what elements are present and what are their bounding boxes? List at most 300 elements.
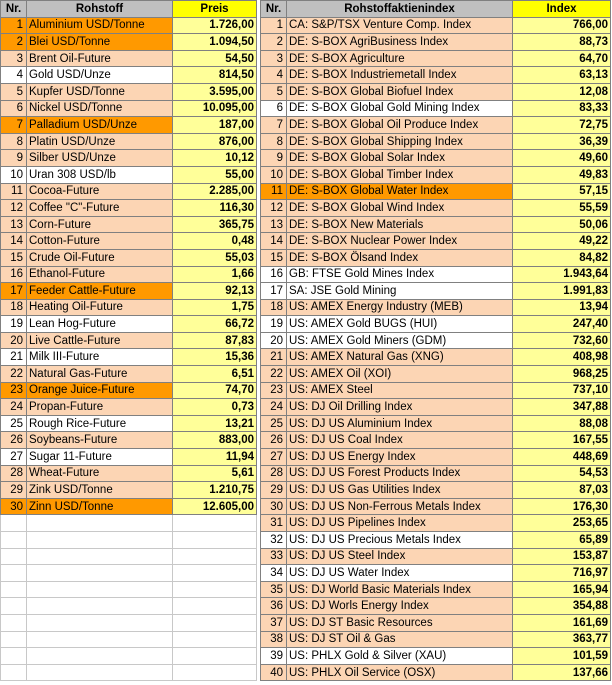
empty-cell[interactable] — [1, 532, 27, 549]
value-cell[interactable]: 12.605,00 — [173, 498, 257, 515]
value-cell[interactable]: 49,60 — [513, 150, 611, 167]
name-cell[interactable]: US: AMEX Energy Industry (MEB) — [287, 299, 513, 316]
empty-cell[interactable] — [1, 648, 27, 665]
value-cell[interactable]: 6,51 — [173, 366, 257, 383]
table-row — [261, 366, 611, 383]
empty-cell[interactable] — [1, 598, 27, 615]
value-cell[interactable]: 1,66 — [173, 266, 257, 283]
value-cell[interactable]: 36,39 — [513, 133, 611, 150]
table-row — [1, 150, 257, 167]
name-cell[interactable]: US: DJ US Non-Ferrous Metals Index — [287, 498, 513, 515]
name-cell[interactable]: Wheat-Future — [27, 465, 173, 482]
empty-cell[interactable] — [27, 648, 173, 665]
name-cell[interactable]: Soybeans-Future — [27, 432, 173, 449]
name-cell[interactable]: Milk III-Future — [27, 349, 173, 366]
value-cell[interactable]: 2.285,00 — [173, 183, 257, 200]
value-cell[interactable]: 15,36 — [173, 349, 257, 366]
empty-cell[interactable] — [27, 515, 173, 532]
row-number-cell[interactable]: 30 — [261, 498, 287, 515]
name-cell[interactable]: GB: FTSE Gold Mines Index — [287, 266, 513, 283]
name-cell[interactable]: Gold USD/Unze — [27, 67, 173, 84]
name-cell[interactable]: DE: S-BOX Global Solar Index — [287, 150, 513, 167]
name-cell[interactable]: Blei USD/Tonne — [27, 34, 173, 51]
row-number-cell[interactable]: 5 — [1, 83, 27, 100]
value-cell[interactable]: 49,22 — [513, 233, 611, 250]
header-row — [1, 1, 257, 18]
row-number-cell[interactable]: 13 — [1, 216, 27, 233]
value-cell[interactable]: 55,59 — [513, 200, 611, 217]
row-number-cell[interactable]: 6 — [1, 100, 27, 117]
name-cell[interactable]: US: AMEX Natural Gas (XNG) — [287, 349, 513, 366]
row-number-cell[interactable]: 9 — [261, 150, 287, 167]
table-row — [1, 349, 257, 366]
value-cell[interactable]: 74,70 — [173, 382, 257, 399]
name-cell[interactable]: Corn-Future — [27, 216, 173, 233]
table-row — [1, 200, 257, 217]
name-cell[interactable]: US: AMEX Gold Miners (GDM) — [287, 332, 513, 349]
row-number-cell[interactable]: 6 — [261, 100, 287, 117]
empty-cell[interactable] — [173, 581, 257, 598]
value-cell[interactable]: 55,03 — [173, 249, 257, 266]
row-number-cell[interactable]: 35 — [261, 581, 287, 598]
table-row — [1, 332, 257, 349]
value-cell[interactable]: 12,08 — [513, 83, 611, 100]
value-cell[interactable]: 187,00 — [173, 117, 257, 134]
value-cell[interactable]: 968,25 — [513, 366, 611, 383]
table-row — [1, 399, 257, 416]
row-number-cell[interactable]: 19 — [1, 316, 27, 333]
empty-cell[interactable] — [27, 532, 173, 549]
name-cell[interactable]: US: DJ US Gas Utilities Index — [287, 482, 513, 499]
empty-cell[interactable] — [173, 664, 257, 681]
row-number-cell[interactable]: 27 — [1, 449, 27, 466]
value-cell[interactable]: 176,30 — [513, 498, 611, 515]
table-row — [261, 17, 611, 34]
name-cell[interactable]: US: DJ World Basic Materials Index — [287, 581, 513, 598]
value-cell[interactable]: 814,50 — [173, 67, 257, 84]
row-number-cell[interactable]: 38 — [261, 631, 287, 648]
row-number-cell[interactable]: 1 — [261, 17, 287, 34]
name-cell[interactable]: DE: S-BOX Global Biofuel Index — [287, 83, 513, 100]
table-row — [261, 133, 611, 150]
header-nr[interactable]: Nr. — [261, 1, 287, 18]
empty-cell[interactable] — [173, 548, 257, 565]
value-cell[interactable]: 1,75 — [173, 299, 257, 316]
table-row — [1, 299, 257, 316]
row-number-cell[interactable]: 4 — [261, 67, 287, 84]
name-cell[interactable]: Uran 308 USD/lb — [27, 166, 173, 183]
row-number-cell[interactable]: 24 — [1, 399, 27, 416]
name-cell[interactable]: Propan-Future — [27, 399, 173, 416]
name-cell[interactable]: DE: S-BOX Global Timber Index — [287, 166, 513, 183]
rohstoffaktienindex-table — [260, 0, 611, 681]
name-cell[interactable]: CA: S&P/TSX Venture Comp. Index — [287, 17, 513, 34]
empty-row — [1, 548, 257, 565]
row-number-cell[interactable]: 2 — [261, 34, 287, 51]
row-number-cell[interactable]: 29 — [1, 482, 27, 499]
name-cell[interactable]: DE: S-BOX Global Oil Produce Index — [287, 117, 513, 134]
row-number-cell[interactable]: 25 — [261, 415, 287, 432]
row-number-cell[interactable]: 22 — [1, 366, 27, 383]
table-row — [1, 366, 257, 383]
row-number-cell[interactable]: 3 — [261, 50, 287, 67]
value-cell[interactable]: 137,66 — [513, 664, 611, 681]
empty-cell[interactable] — [27, 664, 173, 681]
value-cell[interactable]: 1.726,00 — [173, 17, 257, 34]
value-cell[interactable]: 101,59 — [513, 648, 611, 665]
name-cell[interactable]: Cotton-Future — [27, 233, 173, 250]
row-number-cell[interactable]: 27 — [261, 449, 287, 466]
value-cell[interactable]: 63,13 — [513, 67, 611, 84]
empty-cell[interactable] — [173, 565, 257, 582]
value-cell[interactable]: 13,94 — [513, 299, 611, 316]
empty-cell[interactable] — [27, 631, 173, 648]
name-cell[interactable]: Heating Oil-Future — [27, 299, 173, 316]
name-cell[interactable]: Cocoa-Future — [27, 183, 173, 200]
value-cell[interactable]: 883,00 — [173, 432, 257, 449]
table-row — [1, 249, 257, 266]
row-number-cell[interactable]: 26 — [1, 432, 27, 449]
row-number-cell[interactable]: 14 — [1, 233, 27, 250]
name-cell[interactable]: DE: S-BOX Global Gold Mining Index — [287, 100, 513, 117]
value-cell[interactable]: 49,83 — [513, 166, 611, 183]
empty-row — [1, 614, 257, 631]
empty-cell[interactable] — [27, 598, 173, 615]
table-row — [1, 283, 257, 300]
name-cell[interactable]: US: AMEX Gold BUGS (HUI) — [287, 316, 513, 333]
name-cell[interactable]: Orange Juice-Future — [27, 382, 173, 399]
value-cell[interactable]: 0,73 — [173, 399, 257, 416]
row-number-cell[interactable]: 2 — [1, 34, 27, 51]
value-cell[interactable]: 1.210,75 — [173, 482, 257, 499]
value-cell[interactable]: 55,00 — [173, 166, 257, 183]
table-row — [261, 449, 611, 466]
row-number-cell[interactable]: 11 — [1, 183, 27, 200]
value-cell[interactable]: 88,73 — [513, 34, 611, 51]
name-cell[interactable]: DE: S-BOX Global Shipping Index — [287, 133, 513, 150]
name-cell[interactable]: US: DJ ST Oil & Gas — [287, 631, 513, 648]
name-cell[interactable]: US: DJ US Precious Metals Index — [287, 532, 513, 549]
empty-cell[interactable] — [1, 614, 27, 631]
row-number-cell[interactable]: 40 — [261, 664, 287, 681]
value-cell[interactable]: 10,12 — [173, 150, 257, 167]
row-number-cell[interactable]: 33 — [261, 548, 287, 565]
value-cell[interactable]: 1.094,50 — [173, 34, 257, 51]
row-number-cell[interactable]: 36 — [261, 598, 287, 615]
value-cell[interactable]: 13,21 — [173, 415, 257, 432]
value-cell[interactable]: 161,69 — [513, 614, 611, 631]
empty-row — [1, 598, 257, 615]
empty-cell[interactable] — [27, 565, 173, 582]
name-cell[interactable]: Platin USD/Unze — [27, 133, 173, 150]
row-number-cell[interactable]: 25 — [1, 415, 27, 432]
row-number-cell[interactable]: 14 — [261, 233, 287, 250]
value-cell[interactable]: 737,10 — [513, 382, 611, 399]
row-number-cell[interactable]: 7 — [1, 117, 27, 134]
row-number-cell[interactable]: 22 — [261, 366, 287, 383]
name-cell[interactable]: US: PHLX Gold & Silver (XAU) — [287, 648, 513, 665]
value-cell[interactable]: 66,72 — [173, 316, 257, 333]
value-cell[interactable]: 165,94 — [513, 581, 611, 598]
row-number-cell[interactable]: 31 — [261, 515, 287, 532]
name-cell[interactable]: US: DJ US Steel Index — [287, 548, 513, 565]
value-cell[interactable]: 88,08 — [513, 415, 611, 432]
table-row — [261, 548, 611, 565]
table-row — [261, 299, 611, 316]
name-cell[interactable]: US: DJ Worls Energy Index — [287, 598, 513, 615]
name-cell[interactable]: Lean Hog-Future — [27, 316, 173, 333]
table-row — [261, 614, 611, 631]
table-row — [261, 349, 611, 366]
row-number-cell[interactable]: 30 — [1, 498, 27, 515]
value-cell[interactable]: 0,48 — [173, 233, 257, 250]
name-cell[interactable]: DE: S-BOX New Materials — [287, 216, 513, 233]
name-cell[interactable]: DE: S-BOX Agriculture — [287, 50, 513, 67]
row-number-cell[interactable]: 23 — [261, 382, 287, 399]
name-cell[interactable]: DE: S-BOX AgriBusiness Index — [287, 34, 513, 51]
row-number-cell[interactable]: 37 — [261, 614, 287, 631]
value-cell[interactable]: 716,97 — [513, 565, 611, 582]
empty-cell[interactable] — [1, 581, 27, 598]
header-index[interactable]: Index — [513, 1, 611, 18]
name-cell[interactable]: Palladium USD/Unze — [27, 117, 173, 134]
name-cell[interactable]: Feeder Cattle-Future — [27, 283, 173, 300]
table-row — [261, 382, 611, 399]
value-cell[interactable]: 1.943,64 — [513, 266, 611, 283]
value-cell[interactable]: 54,50 — [173, 50, 257, 67]
empty-cell[interactable] — [173, 614, 257, 631]
row-number-cell[interactable]: 18 — [261, 299, 287, 316]
name-cell[interactable]: US: DJ US Aluminium Index — [287, 415, 513, 432]
name-cell[interactable]: Sugar 11-Future — [27, 449, 173, 466]
value-cell[interactable]: 5,61 — [173, 465, 257, 482]
value-cell[interactable]: 83,33 — [513, 100, 611, 117]
table-row — [1, 432, 257, 449]
name-cell[interactable]: Rough Rice-Future — [27, 415, 173, 432]
value-cell[interactable]: 247,40 — [513, 316, 611, 333]
name-cell[interactable]: US: DJ US Pipelines Index — [287, 515, 513, 532]
value-cell[interactable]: 11,94 — [173, 449, 257, 466]
value-cell[interactable]: 732,60 — [513, 332, 611, 349]
row-number-cell[interactable]: 4 — [1, 67, 27, 84]
table-row — [261, 34, 611, 51]
name-cell[interactable]: DE: S-BOX Nuclear Power Index — [287, 233, 513, 250]
table-row — [261, 117, 611, 134]
table-row — [1, 465, 257, 482]
value-cell[interactable]: 50,06 — [513, 216, 611, 233]
value-cell[interactable]: 65,89 — [513, 532, 611, 549]
row-number-cell[interactable]: 3 — [1, 50, 27, 67]
name-cell[interactable]: US: PHLX Oil Service (OSX) — [287, 664, 513, 681]
empty-cell[interactable] — [173, 532, 257, 549]
empty-cell[interactable] — [1, 631, 27, 648]
table-row — [1, 449, 257, 466]
name-cell[interactable]: Natural Gas-Future — [27, 366, 173, 383]
row-number-cell[interactable]: 15 — [1, 249, 27, 266]
value-cell[interactable]: 167,55 — [513, 432, 611, 449]
value-cell[interactable]: 153,87 — [513, 548, 611, 565]
empty-cell[interactable] — [27, 581, 173, 598]
row-number-cell[interactable]: 8 — [261, 133, 287, 150]
empty-cell[interactable] — [27, 614, 173, 631]
header-nr[interactable]: Nr. — [1, 1, 27, 18]
name-cell[interactable]: DE: S-BOX Industriemetall Index — [287, 67, 513, 84]
value-cell[interactable]: 363,77 — [513, 631, 611, 648]
row-number-cell[interactable]: 1 — [1, 17, 27, 34]
table-row — [261, 150, 611, 167]
table-row — [1, 216, 257, 233]
row-number-cell[interactable]: 20 — [1, 332, 27, 349]
name-cell[interactable]: US: AMEX Oil (XOI) — [287, 366, 513, 383]
table-row — [1, 34, 257, 51]
name-cell[interactable]: Crude Oil-Future — [27, 249, 173, 266]
value-cell[interactable]: 766,00 — [513, 17, 611, 34]
name-cell[interactable]: Live Cattle-Future — [27, 332, 173, 349]
table-row — [261, 183, 611, 200]
empty-cell[interactable] — [173, 598, 257, 615]
empty-row — [1, 581, 257, 598]
table-row — [1, 233, 257, 250]
table-row — [261, 432, 611, 449]
name-cell[interactable]: SA: JSE Gold Mining — [287, 283, 513, 300]
name-cell[interactable]: US: DJ US Coal Index — [287, 432, 513, 449]
value-cell[interactable]: 92,13 — [173, 283, 257, 300]
row-number-cell[interactable]: 19 — [261, 316, 287, 333]
table-row — [261, 200, 611, 217]
value-cell[interactable]: 72,75 — [513, 117, 611, 134]
name-cell[interactable]: US: DJ Oil Drilling Index — [287, 399, 513, 416]
name-cell[interactable]: US: DJ US Energy Index — [287, 449, 513, 466]
value-cell[interactable]: 57,15 — [513, 183, 611, 200]
row-number-cell[interactable]: 17 — [261, 283, 287, 300]
value-cell[interactable]: 3.595,00 — [173, 83, 257, 100]
table-row — [1, 100, 257, 117]
row-number-cell[interactable]: 10 — [1, 166, 27, 183]
empty-cell[interactable] — [1, 515, 27, 532]
row-number-cell[interactable]: 23 — [1, 382, 27, 399]
row-number-cell[interactable]: 21 — [1, 349, 27, 366]
row-number-cell[interactable]: 24 — [261, 399, 287, 416]
name-cell[interactable]: US: AMEX Steel — [287, 382, 513, 399]
row-number-cell[interactable]: 32 — [261, 532, 287, 549]
value-cell[interactable]: 253,65 — [513, 515, 611, 532]
table-row — [261, 532, 611, 549]
name-cell[interactable]: Zink USD/Tonne — [27, 482, 173, 499]
name-cell[interactable]: Brent Oil-Future — [27, 50, 173, 67]
name-cell[interactable]: Coffee "C"-Future — [27, 200, 173, 217]
table-row — [1, 67, 257, 84]
name-cell[interactable]: DE: S-BOX Global Water Index — [287, 183, 513, 200]
row-number-cell[interactable]: 28 — [261, 465, 287, 482]
value-cell[interactable]: 1.991,83 — [513, 283, 611, 300]
value-cell[interactable]: 87,83 — [173, 332, 257, 349]
empty-cell[interactable] — [1, 548, 27, 565]
name-cell[interactable]: Nickel USD/Tonne — [27, 100, 173, 117]
row-number-cell[interactable]: 15 — [261, 249, 287, 266]
row-number-cell[interactable]: 12 — [261, 200, 287, 217]
value-cell[interactable]: 84,82 — [513, 249, 611, 266]
value-cell[interactable]: 116,30 — [173, 200, 257, 217]
row-number-cell[interactable]: 10 — [261, 166, 287, 183]
header-rohstoffaktienindex[interactable]: Rohstoffaktienindex — [287, 1, 513, 18]
index-rows — [261, 17, 611, 681]
table-row — [1, 183, 257, 200]
name-cell[interactable]: Kupfer USD/Tonne — [27, 83, 173, 100]
row-number-cell[interactable]: 39 — [261, 648, 287, 665]
name-cell[interactable]: US: DJ ST Basic Resources — [287, 614, 513, 631]
row-number-cell[interactable]: 29 — [261, 482, 287, 499]
row-number-cell[interactable]: 12 — [1, 200, 27, 217]
table-row — [261, 67, 611, 84]
row-number-cell[interactable]: 5 — [261, 83, 287, 100]
empty-cell[interactable] — [173, 631, 257, 648]
row-number-cell[interactable]: 34 — [261, 565, 287, 582]
value-cell[interactable]: 448,69 — [513, 449, 611, 466]
name-cell[interactable]: Silber USD/Unze — [27, 150, 173, 167]
empty-row — [1, 648, 257, 665]
row-number-cell[interactable]: 16 — [1, 266, 27, 283]
table-row — [1, 17, 257, 34]
table-row — [261, 482, 611, 499]
row-number-cell[interactable]: 9 — [1, 150, 27, 167]
row-number-cell[interactable]: 7 — [261, 117, 287, 134]
name-cell[interactable]: DE: S-BOX Ölsand Index — [287, 249, 513, 266]
empty-cell[interactable] — [1, 565, 27, 582]
table-row — [261, 498, 611, 515]
row-number-cell[interactable]: 16 — [261, 266, 287, 283]
row-number-cell[interactable]: 11 — [261, 183, 287, 200]
row-number-cell[interactable]: 8 — [1, 133, 27, 150]
value-cell[interactable]: 365,75 — [173, 216, 257, 233]
value-cell[interactable]: 64,70 — [513, 50, 611, 67]
header-rohstoff[interactable]: Rohstoff — [27, 1, 173, 18]
table-row — [261, 664, 611, 681]
name-cell[interactable]: Aluminium USD/Tonne — [27, 17, 173, 34]
name-cell[interactable]: US: DJ US Forest Products Index — [287, 465, 513, 482]
value-cell[interactable]: 87,03 — [513, 482, 611, 499]
value-cell[interactable]: 347,88 — [513, 399, 611, 416]
table-row — [261, 648, 611, 665]
value-cell[interactable]: 354,88 — [513, 598, 611, 615]
empty-cell[interactable] — [1, 664, 27, 681]
value-cell[interactable]: 10.095,00 — [173, 100, 257, 117]
table-row — [261, 565, 611, 582]
name-cell[interactable]: DE: S-BOX Global Wind Index — [287, 200, 513, 217]
value-cell[interactable]: 54,53 — [513, 465, 611, 482]
empty-cell[interactable] — [173, 648, 257, 665]
table-row — [1, 83, 257, 100]
name-cell[interactable]: Ethanol-Future — [27, 266, 173, 283]
empty-row — [1, 664, 257, 681]
header-preis[interactable]: Preis — [173, 1, 257, 18]
value-cell[interactable]: 408,98 — [513, 349, 611, 366]
name-cell[interactable]: Zinn USD/Tonne — [27, 498, 173, 515]
row-number-cell[interactable]: 17 — [1, 283, 27, 300]
row-number-cell[interactable]: 21 — [261, 349, 287, 366]
empty-cell[interactable] — [27, 548, 173, 565]
table-row — [261, 332, 611, 349]
row-number-cell[interactable]: 28 — [1, 465, 27, 482]
row-number-cell[interactable]: 18 — [1, 299, 27, 316]
table-row — [261, 515, 611, 532]
row-number-cell[interactable]: 26 — [261, 432, 287, 449]
value-cell[interactable]: 876,00 — [173, 133, 257, 150]
row-number-cell[interactable]: 13 — [261, 216, 287, 233]
table-row — [1, 133, 257, 150]
row-number-cell[interactable]: 20 — [261, 332, 287, 349]
empty-cell[interactable] — [173, 515, 257, 532]
name-cell[interactable]: US: DJ US Water Index — [287, 565, 513, 582]
